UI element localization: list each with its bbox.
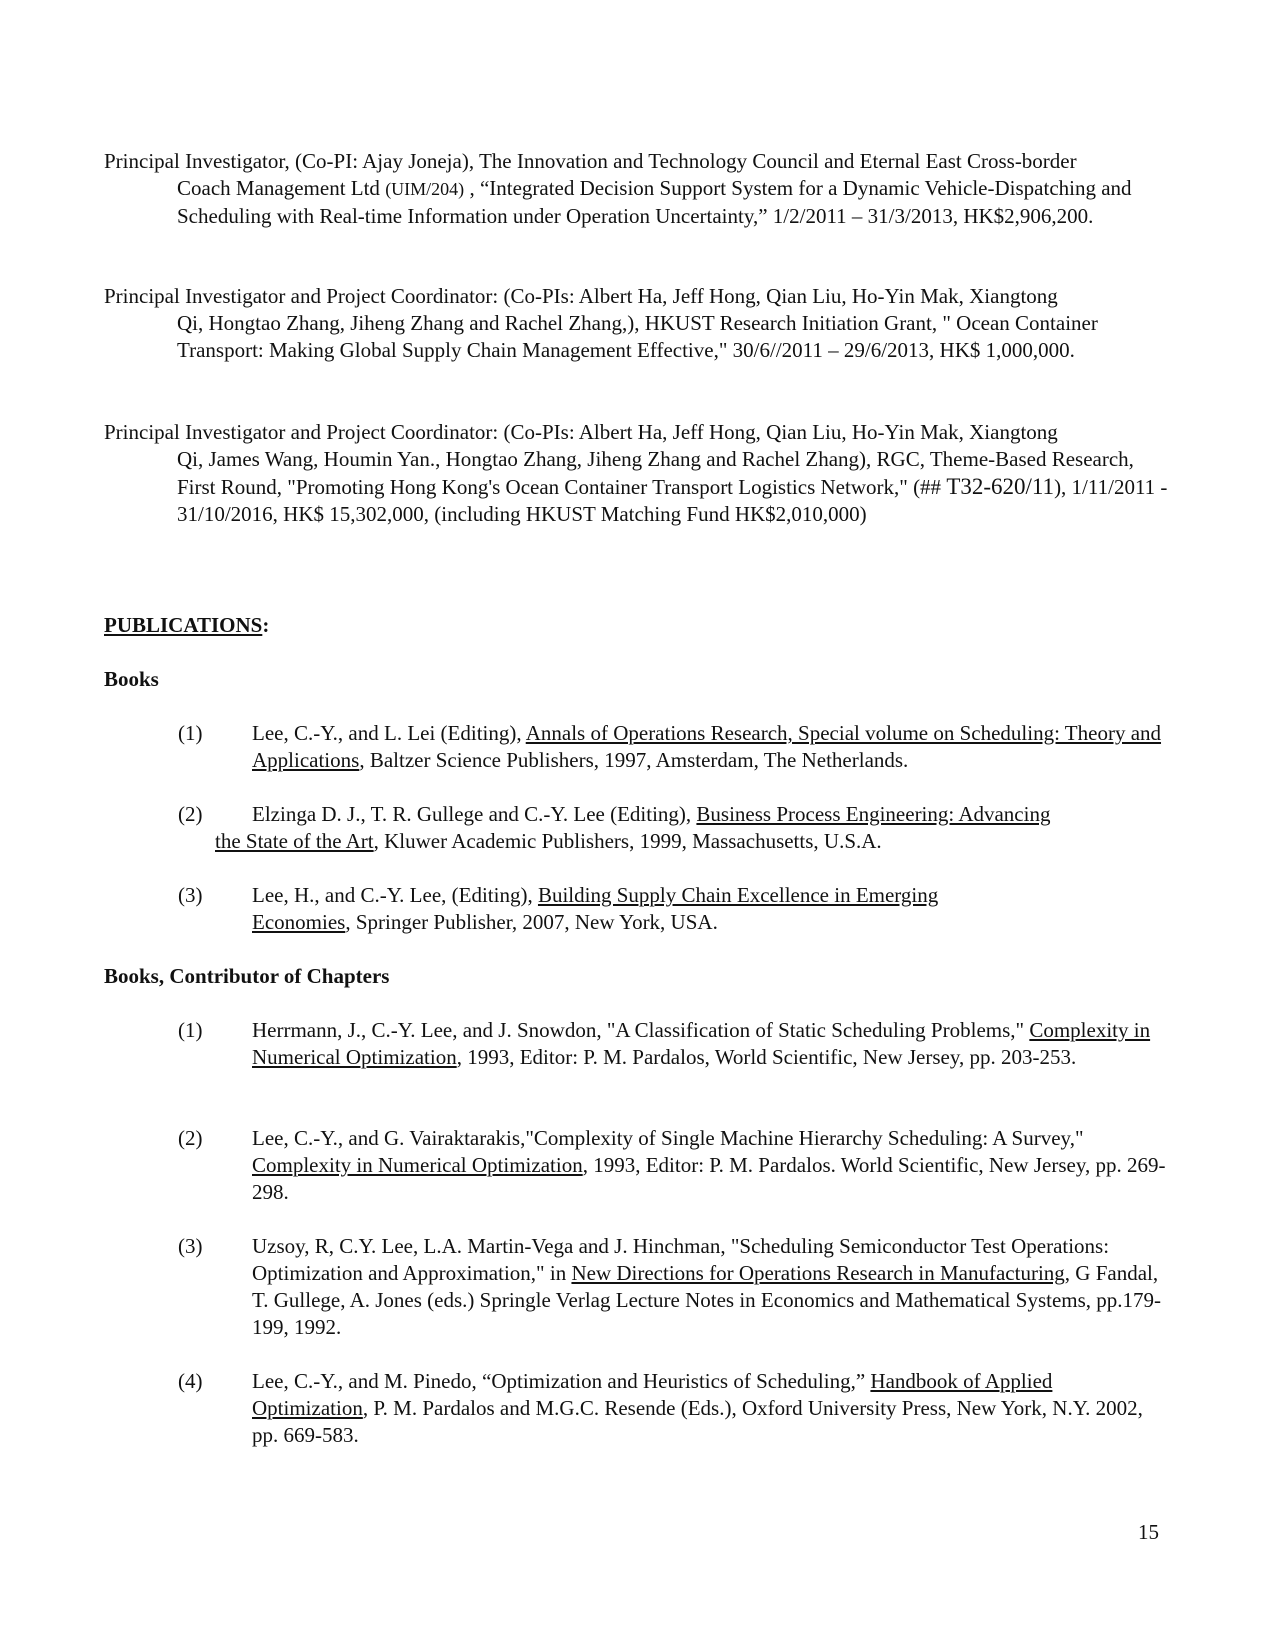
grant-entry-1 xyxy=(104,148,1168,230)
grant-first-line: Principal Investigator, (Co-PI: Ajay Joneja), The Innovation and Technology Council and Eternal East Cross-border xyxy=(104,149,1077,173)
item-number: (2) xyxy=(178,802,203,826)
item-number: (4) xyxy=(178,1369,203,1393)
item-number: (3) xyxy=(178,883,203,907)
chapter-item-4: (4) Lee, C.-Y., and M. Pinedo, “Optimization and Heuristics of Scheduling,” Handbook of Applied Optimization, P. M. Pardalos and M.G.C. Resende (Eds.), Oxford University Press, New York, N.Y. 2002, pp. 669-583. xyxy=(178,1369,1143,1447)
book-title: Building Supply Chain Excellence in Emerging Economies xyxy=(252,883,939,934)
book-title: Annals of Operations Research, Special volume on Scheduling: Theory and Applications xyxy=(252,721,1162,772)
chapter-item-3: (3) Uzsoy, R, C.Y. Lee, L.A. Martin-Vega and J. Hinchman, "Scheduling Semiconductor Test Operations: Optimization and Approximation," in New Directions for Operations Research in Manufacturing, G Fandal, T. Gullege, A. Jones (eds.) Springle Verlag Lecture Notes in Economics and Mathematical Systems, pp.179-199, 1992. xyxy=(178,1234,1162,1339)
item-number: (2) xyxy=(178,1126,203,1150)
chapter-source-title: Handbook of Applied Optimization xyxy=(252,1369,1053,1420)
chapter-source-title: Complexity in Numerical Optimization xyxy=(252,1018,1151,1069)
chapter-source-title: Complexity in Numerical Optimization xyxy=(252,1153,583,1177)
books-heading: Books xyxy=(104,667,159,691)
book-item-3: (3) Lee, H., and C.-Y. Lee, (Editing), Building Supply Chain Excellence in Emerging Economies, Springer Publisher, 2007, New York, USA. xyxy=(178,883,939,934)
book-item-1: (1) Lee, C.-Y., and L. Lei (Editing), Annals of Operations Research, Special volume on Scheduling: Theory and Applications, Baltzer Science Publishers, 1997, Amsterdam, The Netherlands. xyxy=(178,721,1162,772)
item-number: (3) xyxy=(178,1234,203,1258)
grant-code: T32-620/11 xyxy=(946,474,1055,499)
chapter-item-1: (1) Herrmann, J., C.-Y. Lee, and J. Snowdon, "A Classification of Static Scheduling Problems," Complexity in Numerical Optimization, 1993, Editor: P. M. Pardalos, World Scientific, New Jersey, pp. 203-253. xyxy=(178,1018,1151,1069)
item-number: (1) xyxy=(178,1018,203,1042)
item-number: (1) xyxy=(178,721,203,745)
chapter-item-2: (2) Lee, C.-Y., and G. Vairaktarakis,"Complexity of Single Machine Hierarchy Scheduling: A Survey," Complexity in Numerical Optimization, 1993, Editor: P. M. Pardalos. World Scientific, New Jersey, pp. 269-298. xyxy=(178,1126,1166,1204)
book-title-continued: the State of the Art xyxy=(215,829,374,853)
book-item-2: (2) Elzinga D. J., T. R. Gullege and C.-Y. Lee (Editing), Business Process Engineering: Advancing the State of the Art, Kluwer Academic Publishers, 1999, Massachusetts, U.S.A. xyxy=(178,802,1051,853)
publications-heading: PUBLICATIONS: xyxy=(104,613,270,637)
chapters-heading: Books, Contributor of Chapters xyxy=(104,964,390,988)
chapter-source-title: New Directions for Operations Research in Manufacturing xyxy=(571,1261,1065,1285)
grant-entry-3 xyxy=(104,419,1168,528)
grant-continuation: Qi, James Wang, Houmin Yan., Hongtao Zhang, Jiheng Zhang and Rachel Zhang), RGC, Theme-Based Research, First Round, "Promoting Hong Kong's Ocean Container Transport Logistics Network," (## T32-620/11), 1/11/2011 - 31/10/2016, HK$ 15,302,000, (including HKUST Matching Fund HK$2,010,000) xyxy=(177,447,1168,526)
page-number: 15 xyxy=(1138,1520,1159,1544)
grant-entry-2 xyxy=(104,283,1168,364)
grant-continuation: Coach Management Ltd (UIM/204) , “Integrated Decision Support System for a Dynamic Vehicle-Dispatching and Scheduling with Real-time Information under Operation Uncertainty,” 1/2/2011 – 31/3/2013, HK$2,906,200. xyxy=(177,176,1132,228)
grant-continuation: Qi, Hongtao Zhang, Jiheng Zhang and Rachel Zhang,), HKUST Research Initiation Grant, " Ocean Container Transport: Making Global Supply Chain Management Effective," 30/6//2011 – 29/6/2013, HK$ 1,000,000. xyxy=(177,311,1098,362)
grant-first-line: Principal Investigator and Project Coordinator: (Co-PIs: Albert Ha, Jeff Hong, Qian Liu, Ho-Yin Mak, Xiangtong xyxy=(104,284,1058,308)
grant-code: (UIM/204) xyxy=(385,179,465,199)
grant-first-line: Principal Investigator and Project Coordinator: (Co-PIs: Albert Ha, Jeff Hong, Qian Liu, Ho-Yin Mak, Xiangtong xyxy=(104,420,1058,444)
book-title: Business Process Engineering: Advancing xyxy=(696,802,1051,826)
